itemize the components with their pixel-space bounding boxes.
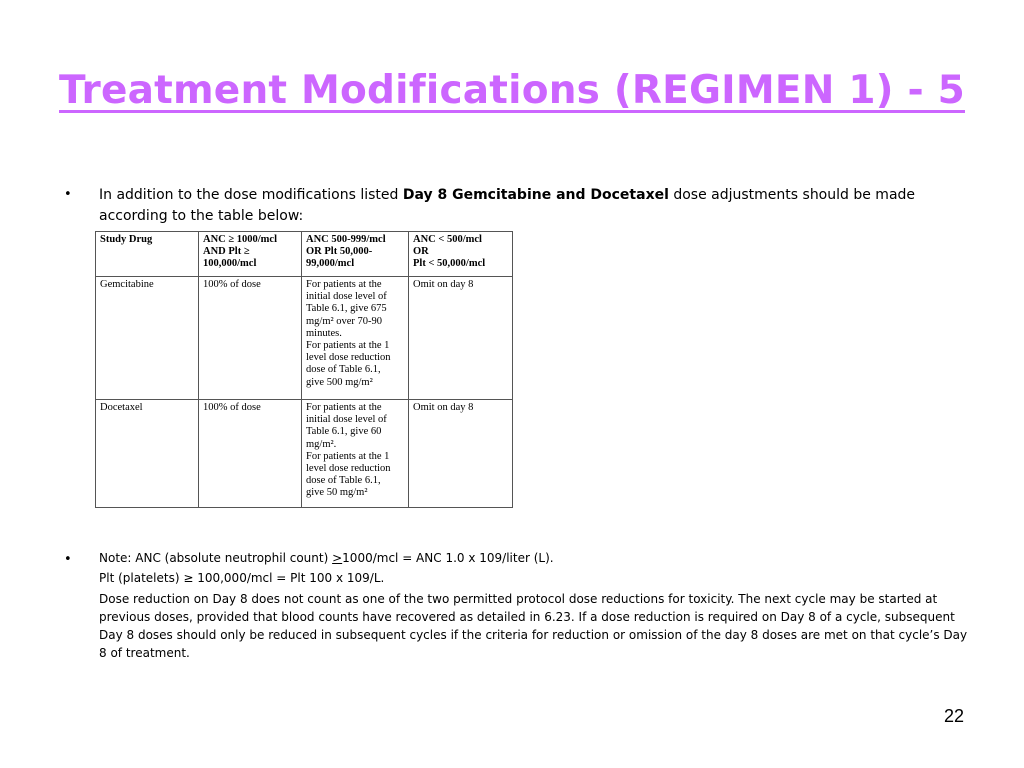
cell-line: give 500 mg/m² — [306, 376, 373, 388]
bullet-marker: • — [64, 187, 72, 202]
slide-title: Treatment Modifications (REGIMEN 1) - 5 — [59, 68, 965, 113]
note-dose-reduction: Dose reduction on Day 8 does not count as one of the two permitted protocol dose reductions for toxicity. The next cycle may be started at previous doses, provided that blood counts have recovered as detailed in 6.23. If a dose reduction is required on Day 8 of a cycle, subsequent Day 8 doses should only be reduced in subsequent cycles if the criteria for reduction or omission of the day 8 doses are met on that cycle’s Day 8 of treatment. — [99, 592, 968, 660]
header-line: ANC 500-999/mcl — [306, 234, 386, 245]
cell-line: dose of Table 6.1, — [306, 364, 381, 376]
intro-bold-text: Day 8 Gemcitabine and Docetaxel — [402, 187, 669, 203]
cell-line: minutes. — [306, 327, 342, 339]
cell-drug: Docetaxel — [96, 400, 199, 508]
header-anc-low — [409, 232, 513, 277]
cell-line: For patients at the 1 — [306, 340, 390, 352]
page-number: 22 — [943, 706, 964, 726]
header-line: 100,000/mcl — [203, 258, 257, 270]
cell-line: give 50 mg/m² — [306, 487, 368, 499]
header-anc-mid — [302, 232, 409, 277]
header-line: ANC ≥ 1000/mcl — [203, 234, 278, 245]
cell-line: Table 6.1, give 60 — [306, 426, 382, 438]
header-anc-high — [199, 232, 302, 277]
cell-line: For patients at the — [306, 279, 382, 290]
table-header-row — [96, 232, 513, 277]
note-platelets: Plt (platelets) ≥ 100,000/mcl = Plt 100 x 109/L. — [99, 571, 385, 585]
intro-text-after: dose adjustments should be made according to the table below: — [99, 187, 916, 224]
greater-equal-symbol: > — [332, 551, 343, 565]
cell-anc-low: Omit on day 8 — [409, 277, 513, 400]
note-anc-rest: 1000/mcl = ANC 1.0 x 109/liter (L). — [342, 551, 554, 565]
intro-text-before: In addition to the dose modifications listed — [99, 187, 403, 203]
cell-line: level dose reduction — [306, 463, 391, 475]
intro-paragraph — [99, 185, 959, 227]
header-line: Study Drug — [100, 234, 153, 245]
cell-line: mg/m². — [306, 438, 337, 450]
cell-line: Table 6.1, give 675 — [306, 303, 387, 315]
cell-line: dose of Table 6.1, — [306, 475, 381, 487]
header-line: 99,000/mcl — [306, 258, 355, 270]
dose-adjustment-table — [95, 231, 513, 508]
cell-line: initial dose level of — [306, 414, 387, 426]
cell-anc-mid — [302, 277, 409, 400]
header-line: Plt < 50,000/mcl — [413, 258, 486, 270]
header-study-drug — [96, 232, 199, 277]
cell-line: level dose reduction — [306, 352, 391, 364]
note-anc-prefix: Note: ANC (absolute neutrophil count) — [99, 551, 333, 565]
header-line: OR Plt 50,000- — [306, 246, 373, 258]
table-row — [96, 400, 513, 508]
header-line: ANC < 500/mcl — [413, 234, 482, 245]
cell-anc-mid — [302, 400, 409, 508]
bullet-marker: • — [64, 552, 72, 567]
cell-anc-low: Omit on day 8 — [409, 400, 513, 508]
cell-line: initial dose level of — [306, 291, 387, 303]
header-line: AND Plt ≥ — [203, 246, 250, 258]
note-anc — [99, 550, 969, 567]
cell-anc-high: 100% of dose — [199, 277, 302, 400]
cell-line: For patients at the 1 — [306, 450, 390, 462]
cell-drug: Gemcitabine — [96, 277, 199, 400]
cell-line: mg/m² over 70-90 — [306, 315, 383, 327]
cell-anc-high: 100% of dose — [199, 400, 302, 508]
header-line: OR — [413, 246, 429, 258]
table-row — [96, 277, 513, 400]
cell-line: For patients at the — [306, 402, 382, 413]
